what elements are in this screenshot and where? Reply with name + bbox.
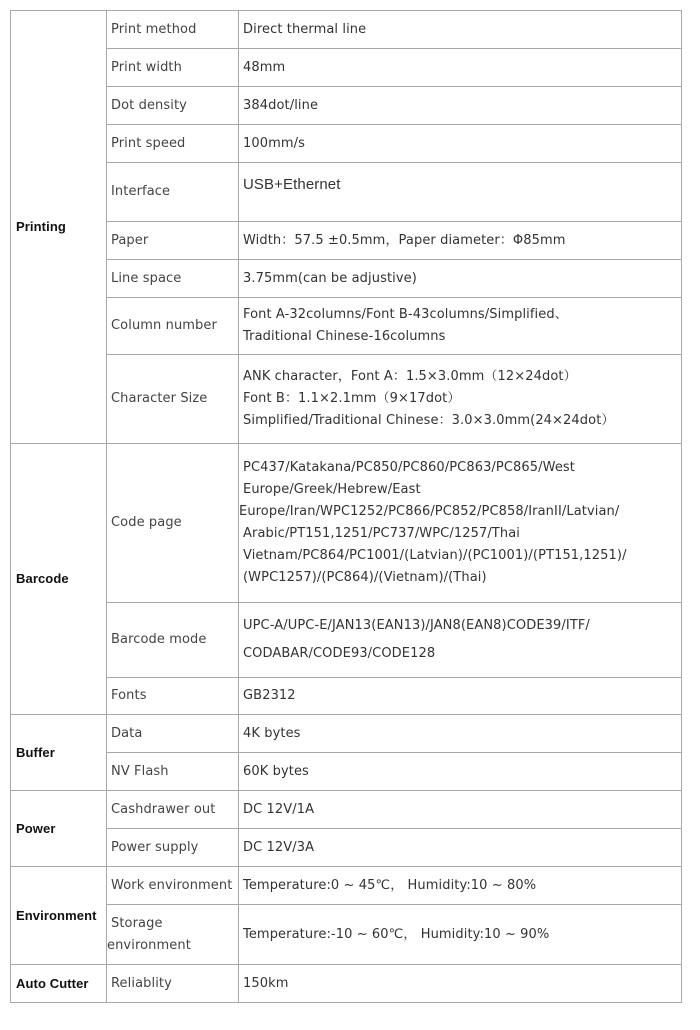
value-cell: PC437/Katakana/PC850/PC860/PC863/PC865/West Europe/Greek/Hebrew/East Europe/Iran/WPC1252/PC866/PC852/PC858/IranII/Latvian/ Arabic/PT151,1251/PC737/WPC/1257/Thai Vietnam/PC864/PC1001/(Latvian)/(PC1001)/(PT151,1251)/ (WPC1257)/(PC864)/(Vietnam)/(Thai) — [239, 444, 682, 603]
value-cell: 384dot/line — [239, 87, 682, 125]
table-row — [11, 163, 682, 222]
spec-table — [10, 10, 682, 1003]
table-row — [11, 125, 682, 163]
item-cell: Interface — [107, 163, 239, 222]
value-cell: 3.75mm(can be adjustive) — [239, 260, 682, 298]
value-cell: 150km — [239, 965, 682, 1003]
value-cell: UPC-A/UPC-E/JAN13(EAN13)/JAN8(EAN8)CODE39/ITF/ CODABAR/CODE93/CODE128 — [239, 603, 682, 678]
table-row — [11, 867, 682, 905]
item-cell: Paper — [107, 222, 239, 260]
item-cell: Data — [107, 715, 239, 753]
table-row — [11, 678, 682, 715]
category-cell-environment: Environment — [11, 867, 107, 965]
category-cell-printing: Printing — [11, 11, 107, 444]
value-cell: Temperature:0 ~ 45℃， Humidity:10 ~ 80% — [239, 867, 682, 905]
table-row — [11, 298, 682, 355]
table-row — [11, 905, 682, 965]
category-cell-auto-cutter: Auto Cutter — [11, 965, 107, 1003]
category-cell-barcode: Barcode — [11, 444, 107, 715]
item-cell: Barcode mode — [107, 603, 239, 678]
table-row — [11, 11, 682, 49]
value-cell: Temperature:-10 ~ 60℃， Humidity:10 ~ 90% — [239, 905, 682, 965]
value-cell: DC 12V/1A — [239, 791, 682, 829]
item-cell: Print width — [107, 49, 239, 87]
item-cell: Reliablity — [107, 965, 239, 1003]
item-cell: Print speed — [107, 125, 239, 163]
item-cell: Power supply — [107, 829, 239, 867]
table-row — [11, 355, 682, 444]
table-row — [11, 260, 682, 298]
item-cell: NV Flash — [107, 753, 239, 791]
item-cell: Line space — [107, 260, 239, 298]
item-cell: Column number — [107, 298, 239, 355]
item-cell: Code page — [107, 444, 239, 603]
value-cell: USB+Ethernet — [239, 163, 682, 222]
table-row — [11, 791, 682, 829]
table-row — [11, 222, 682, 260]
item-cell: Work environment — [107, 867, 239, 905]
table-row — [11, 49, 682, 87]
value-cell: ANK character，Font A：1.5×3.0mm（12×24dot） Font B：1.1×2.1mm（9×17dot） Simplified/Traditional Chinese：3.0×3.0mm(24×24dot） — [239, 355, 682, 444]
item-cell: Dot density — [107, 87, 239, 125]
item-cell: Cashdrawer out — [107, 791, 239, 829]
item-cell: Storage environment — [107, 905, 239, 965]
value-cell: Direct thermal line — [239, 11, 682, 49]
value-cell: Font A-32columns/Font B-43columns/Simplified、 Traditional Chinese-16columns — [239, 298, 682, 355]
item-cell: Fonts — [107, 678, 239, 715]
category-cell-power: Power — [11, 791, 107, 867]
table-row — [11, 829, 682, 867]
value-cell: DC 12V/3A — [239, 829, 682, 867]
category-cell-buffer: Buffer — [11, 715, 107, 791]
table-row — [11, 753, 682, 791]
value-cell: 60K bytes — [239, 753, 682, 791]
table-row — [11, 603, 682, 678]
table-row — [11, 965, 682, 1003]
table-row — [11, 444, 682, 603]
table-row — [11, 715, 682, 753]
value-cell: 48mm — [239, 49, 682, 87]
value-cell: 4K bytes — [239, 715, 682, 753]
value-cell: Width：57.5 ±0.5mm，Paper diameter：Φ85mm — [239, 222, 682, 260]
value-cell: GB2312 — [239, 678, 682, 715]
item-cell: Print method — [107, 11, 239, 49]
table-row — [11, 87, 682, 125]
value-cell: 100mm/s — [239, 125, 682, 163]
item-cell: Character Size — [107, 355, 239, 444]
